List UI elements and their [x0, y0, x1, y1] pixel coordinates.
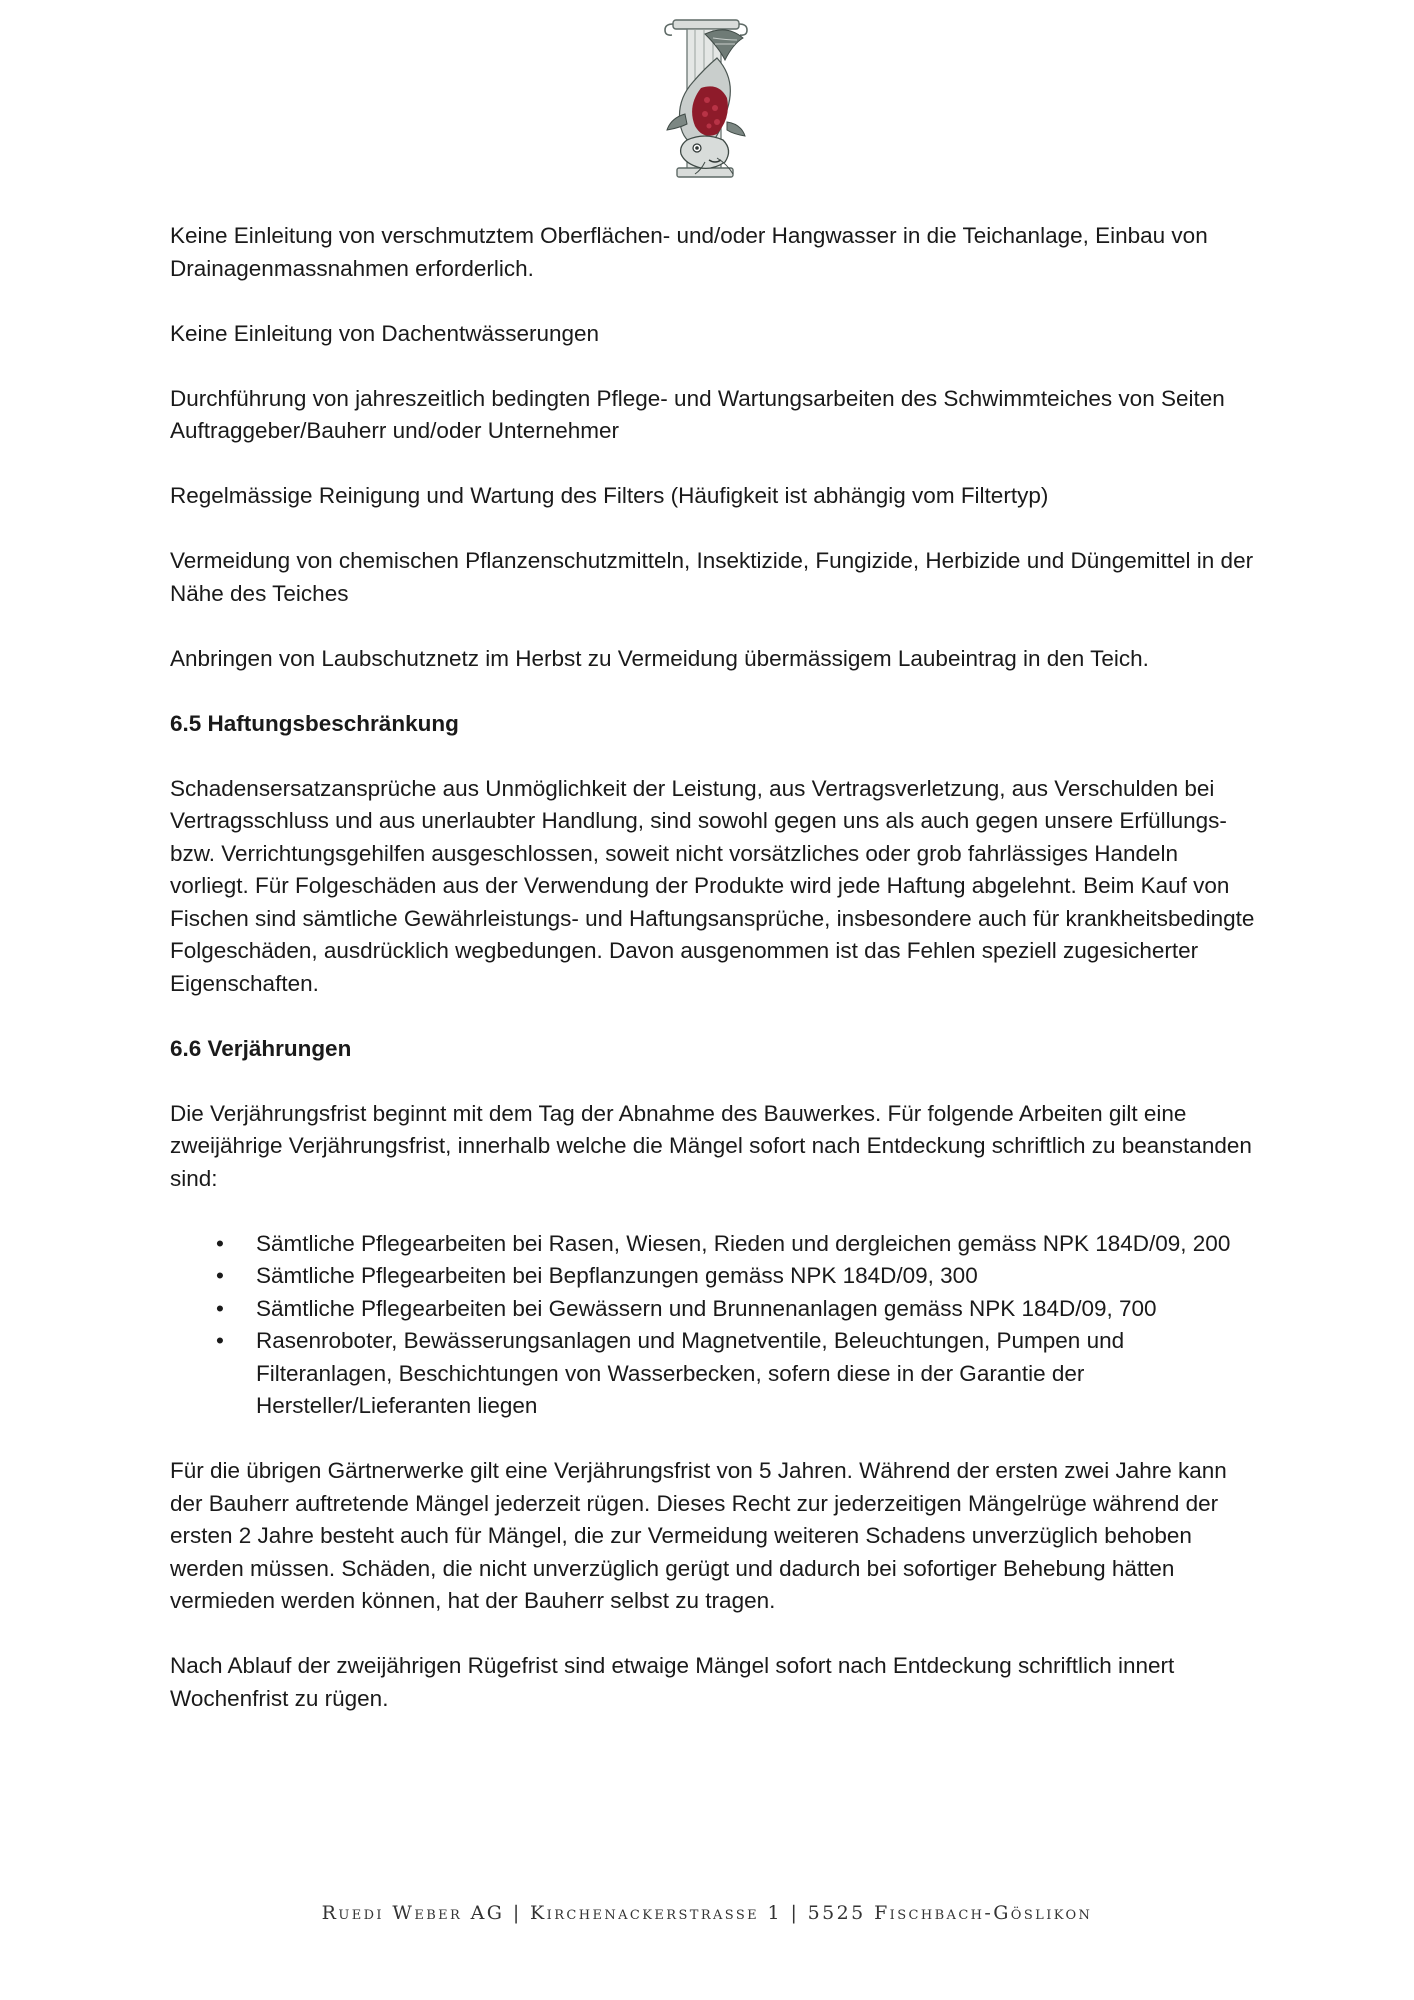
paragraph: Schadensersatzansprüche aus Unmöglichkeit der Leistung, aus Vertragsverletzung, aus Verschulden bei Vertragsschluss und aus unerlaubter Handlung, sind sowohl gegen uns als auch gegen unsere Erfüllungs- bzw. Verrichtungsgehilfen ausgeschlossen, soweit nicht vorsätzliches oder grob fahrlässiges Handeln vorliegt. Für Folgeschäden aus der Verwendung der Produkte wird jede Haftung abgelehnt. Beim Kauf von Fischen sind sämtliche Gewährleistungs- und Haftungsansprüche, insbesondere auch für krankheitsbedingte Folgeschäden, ausdrücklich wegbedungen. Davon ausgenommen ist das Fehlen speziell zugesicherter Eigenschaften. [170, 775, 1255, 996]
list-item [170, 1325, 1260, 1423]
paragraph: Keine Einleitung von Dachentwässerungen [170, 320, 600, 346]
paragraph: Keine Einleitung von verschmutztem Oberflächen- und/oder Hangwasser in die Teichanlage, Einbau von Drainagenmassnahmen erforderlich. [170, 223, 1208, 281]
paragraph: Vermeidung von chemischen Pflanzenschutzmitteln, Insektizide, Fungizide, Herbizide und Düngemittel in der Nähe des Teiches [170, 548, 1254, 606]
list-item-text: Rasenroboter, Bewässerungsanlagen und Magnetventile, Beleuchtungen, Pumpen und Filteranlagen, Beschichtungen von Wasserbecken, sofern diese in der Garantie der Hersteller/Lieferanten liegen [256, 1328, 1125, 1418]
list-item-text: Sämtliche Pflegearbeiten bei Rasen, Wiesen, Rieden und dergleichen gemäss NPK 184D/09, 200 [256, 1230, 1231, 1256]
list-item-text: Sämtliche Pflegearbeiten bei Bepflanzungen gemäss NPK 184D/09, 300 [256, 1263, 978, 1288]
list-item [170, 1260, 1260, 1293]
paragraph: Für die übrigen Gärtnerwerke gilt eine Verjährungsfrist von 5 Jahren. Während der ersten zwei Jahre kann der Bauherr auftretende Mängel jederzeit rügen. Dieses Recht zur jederzeitigen Mängelrüge während der ersten 2 Jahre besteht auch für Mängel, die zur Vermeidung weiteren Schadens unverzüglich behoben werden müssen. Schäden, die nicht unverzüglich gerügt und dadurch bei sofortiger Behebung hätten vermieden werden können, hat der Bauherr selbst zu tragen. [170, 1458, 1227, 1613]
document-body [170, 220, 1260, 1748]
paragraph: Regelmässige Reinigung und Wartung des Filters (Häufigkeit ist abhängig vom Filtertyp) [170, 483, 1049, 508]
bullet-list [170, 1228, 1260, 1423]
list-item-text: Sämtliche Pflegearbeiten bei Gewässern und Brunnenanlagen gemäss NPK 184D/09, 700 [256, 1295, 1157, 1321]
page-footer: Ruedi Weber AG | Kirchenackerstrasse 1 | 5525 Fischbach-Göslikon [321, 1902, 1093, 1924]
section-heading-haftungsbeschraenkung: 6.5 Haftungsbeschränkung [170, 710, 459, 736]
koi-fish-column-logo [657, 18, 755, 184]
list-item [170, 1293, 1260, 1326]
bullet-icon: • [216, 1295, 224, 1321]
bullet-icon: • [216, 1230, 224, 1256]
bullet-icon: • [216, 1263, 224, 1288]
paragraph: Nach Ablauf der zweijährigen Rügefrist sind etwaige Mängel sofort nach Entdeckung schriftlich innert Wochenfrist zu rügen. [170, 1653, 1175, 1711]
paragraph: Die Verjährungsfrist beginnt mit dem Tag der Abnahme des Bauwerkes. Für folgende Arbeiten gilt eine zweijährige Verjährungsfrist, innerhalb welche die Mängel sofort nach Entdeckung schriftlich zu beanstanden sind: [170, 1100, 1252, 1191]
section-heading-verjaehrungen: 6.6 Verjährungen [170, 1035, 352, 1061]
paragraph: Durchführung von jahreszeitlich bedingten Pflege- und Wartungsarbeiten des Schwimmteiches von Seiten Auftraggeber/Bauherr und/oder Unternehmer [170, 385, 1225, 443]
paragraph: Anbringen von Laubschutznetz im Herbst zu Vermeidung übermässigem Laubeintrag in den Teich. [170, 645, 1149, 671]
bullet-icon: • [216, 1328, 224, 1353]
list-item [170, 1228, 1260, 1261]
